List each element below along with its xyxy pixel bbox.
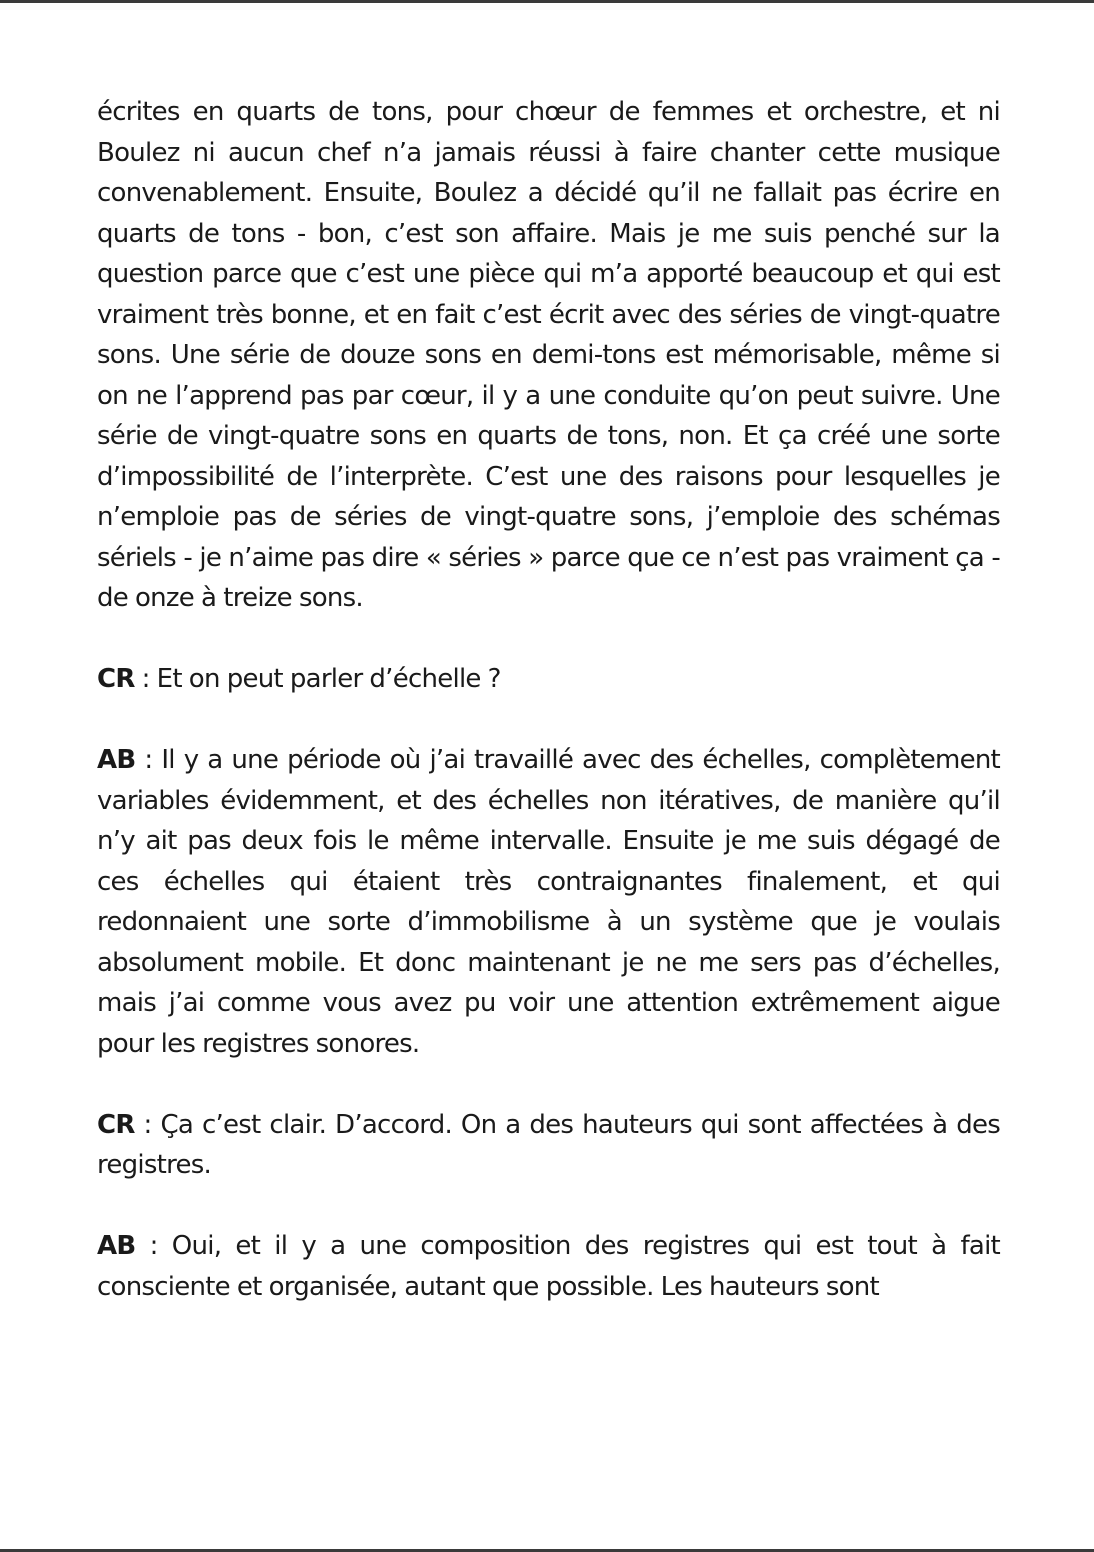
- paragraph-2: [97, 659, 1000, 700]
- paragraph-4: [97, 1105, 1000, 1186]
- paragraph-text: écrites en quarts de tons, pour chœur de femmes et orchestre, et ni Boulez ni aucun chef n’a jamais réussi à faire chanter cette musique convenablement. Ensuite, Boulez a décidé qu’il ne fallait pas écrire en quarts de tons - bon, c’est son affaire. Mais je me suis penché sur la question parce que c’est une pièce qui m’a apporté beaucoup et qui est vraiment très bonne, et en fait c’est écrit avec des séries de vingt-quatre sons. Une série de douze sons en demi-tons est mémorisable, même si on ne l’apprend pas par cœur, il y a une conduite qu’on peut suivre. Une série de vingt-quatre sons en quarts de tons, non. Et ça créé une sorte d’impossibilité de l’interprète. C’est une des raisons pour lesquelles je n’emploie pas de séries de vingt-quatre sons, j’emploie des schémas sériels - je n’aime pas dire « séries » parce que ce n’est pas vraiment ça - de onze à treize sons.: [97, 97, 1000, 613]
- speaker-label: CR: [97, 1109, 135, 1140]
- speaker-separator: :: [134, 664, 157, 694]
- speaker-separator: :: [135, 1231, 172, 1261]
- speaker-label: AB: [97, 1231, 136, 1261]
- speaker-separator: :: [134, 1109, 161, 1140]
- paragraph-text: Oui, et il y a une composition des registres qui est tout à fait consciente et organisée, autant que possible. Les hauteurs sont: [97, 1231, 1000, 1302]
- paragraph-5: [97, 1226, 1000, 1307]
- paragraph-3: [97, 740, 1000, 1064]
- paragraph-text: Et on peut parler d’échelle ?: [156, 664, 501, 694]
- paragraph-text: Il y a une période où j’ai travaillé avec des échelles, complètement variables évidemment, et des échelles non itératives, de manière qu’il n’y ait pas deux fois le même intervalle. Ensuite je me suis dégagé de ces échelles qui étaient très contraignantes finalement, et qui redonnaient une sorte d’immobilisme à un système que je voulais absolument mobile. Et donc maintenant je ne me sers pas d’échelles, mais j’ai comme vous avez pu voir une attention extrêmement aigue pour les registres sonores.: [97, 745, 1001, 1059]
- speaker-label: CR: [97, 664, 135, 694]
- paragraph-1: [97, 92, 1000, 619]
- top-border-rule: [0, 0, 1094, 3]
- document-page: [97, 92, 1000, 1348]
- speaker-separator: :: [135, 745, 162, 775]
- speaker-label: AB: [97, 745, 136, 775]
- paragraph-text: Ça c’est clair. D’accord. On a des hauteurs qui sont affectées à des registres.: [97, 1109, 1000, 1180]
